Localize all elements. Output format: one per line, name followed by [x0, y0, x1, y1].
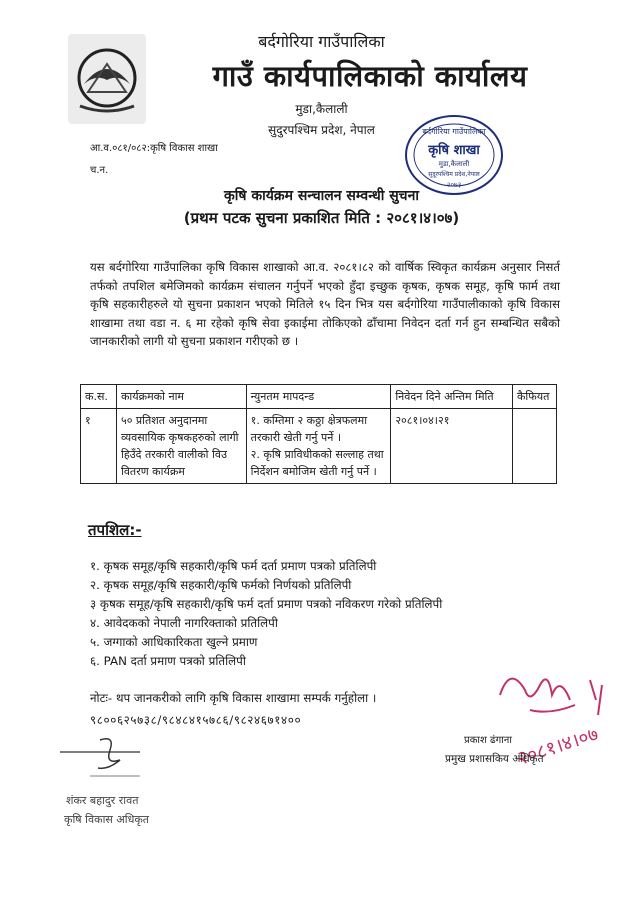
svg-text:मुडा,कैलाली: मुडा,कैलाली: [438, 160, 470, 168]
criteria-item-2: २. कृषि प्राविधीकको सल्लाह तथा निर्देशन बमोजिम खेती गर्नु पर्ने ।: [250, 448, 384, 478]
table-header-row: [81, 385, 557, 409]
phone-numbers: ९८००६२५७३८/९८४८४१५७८६/९८२४६७१४००: [90, 713, 302, 727]
notice-body: यस बर्दगोरिया गाउँपालिका कृषि विकास शाखाको आ.व. २०८१।८२ को वार्षिक स्विकृत कार्यक्रम अनुसार निसर्त तर्फको तपशिल बमेजिमको कार्यक्रम संचालन गर्नुपर्ने भएको हुँदा इच्छुक कृषक, कृषक समूह, कृषि फार्म तथा कृषि सहकारीहरुले यो सुचना प्रकाशन भएको मितिले १५ दिन भित्र यस बर्दगोरिया गाउँपालीकाको कृषि विकास शाखामा तथा वडा न. ६ मा रहेको कृषि सेवा इकाईमा तोकिएको ढाँचामा निवेदन दर्ता गर्न हुन सम्बन्धित सबैको जानकारीको लागी यो सुचना प्रकाशन गरीएको छ ।: [90, 260, 560, 348]
office-title: गाउँ कार्यपालिकाको कार्यालय: [212, 59, 528, 93]
program-table: [80, 384, 557, 484]
header-criteria: न्युनतम मापदन्ड: [246, 385, 391, 409]
cell-remarks: [512, 409, 556, 484]
reference-number: आ.व.०८१/०८२:कृषि विकास शाखा: [90, 143, 218, 154]
address-line-1: मुडा,कैलाली: [295, 102, 348, 116]
officer-name: शंकर बहादुर रावत: [66, 794, 139, 807]
list-item: ६. PAN दर्ता प्रमाण पत्रको प्रतिलिपी: [90, 654, 246, 668]
cell-program-name: ५० प्रतिशत अनुदानमा व्यवसायिक कृषकहरुको लागी हिउँदे तरकारी वालीको विउ वितरण कार्यक्रम: [116, 409, 246, 484]
cell-criteria: [246, 409, 391, 484]
cell-serial: १: [81, 409, 117, 484]
cell-deadline: २०८१।०४।२१: [391, 409, 513, 484]
table-row: [81, 409, 557, 484]
header-serial: क.स.: [81, 385, 117, 409]
list-item: ४. आवेदकको नेपाली नागरिक्ताको प्रतिलिपी: [90, 616, 278, 630]
svg-text:बर्दगोरिया गाउँपालिका: बर्दगोरिया गाउँपालिका: [422, 127, 486, 136]
signatory-title: प्रमुख प्रशासकिय अधिकृत: [445, 753, 544, 765]
handwritten-date: २०८१।४।०७: [514, 723, 602, 770]
contact-note: नोटः- थप जानकरीको लागि कृषि विकास शाखामा सम्पर्क गर्नुहोला ।: [90, 691, 377, 705]
svg-text:कृषि शाखा: कृषि शाखा: [428, 143, 480, 158]
signatory-name: प्रकाश ढंगाना: [464, 735, 512, 746]
list-item: ५. जग्गाको आधिकारिकता खुल्ने प्रमाण: [90, 635, 258, 649]
details-heading: तपशिल:-: [88, 521, 142, 539]
officer-title: कृषि विकास अधिकृत: [64, 813, 150, 826]
list-item: १. कृषक समूह/कृषि सहकारी/कृषि फर्म दर्ता प्रमाण पत्रको प्रतिलिपी: [90, 559, 377, 573]
header-program-name: कार्यक्रमको नाम: [116, 385, 246, 409]
signature-icon: [60, 730, 150, 780]
svg-text:२०७३: २०७३: [446, 181, 462, 189]
svg-text:सुदूरपश्चिम प्रदेश,नेपाल: सुदूरपश्चिम प्रदेश,नेपाल: [428, 171, 480, 178]
header-deadline: निवेदन दिने अन्तिम मिति: [391, 385, 513, 409]
address-line-2: सुदुरपश्चिम प्रदेश, नेपाल: [268, 123, 375, 137]
list-item: ३ कृषक समूह/कृषि सहकारी/कृषि फर्म दर्ता प्रमाण पत्रको नविकरण गरेको प्रतिलिपी: [90, 597, 443, 611]
header-remarks: कैफियत: [512, 385, 556, 409]
list-item: २. कृषक समूह/कृषि सहकारी/कृषि फर्मको निर्णयको प्रतिलिपी: [90, 578, 352, 592]
criteria-item-1: १. कम्तिमा २ कठ्ठा क्षेत्रफलमा तरकारी खेती गर्नु पर्ने ।: [250, 414, 368, 444]
notice-subtitle: (प्रथम पटक सुचना प्रकाशित मिति : २०८१।४।०७): [183, 209, 460, 227]
officer-signature: [60, 730, 150, 780]
notice-title: कृषि कार्यक्रम सन्चालन सम्वन्धी सुचना: [224, 188, 419, 204]
dispatch-number: च.न.: [90, 165, 109, 176]
municipality-name: बर्दगोरिया गाउँपालिका: [258, 32, 385, 51]
